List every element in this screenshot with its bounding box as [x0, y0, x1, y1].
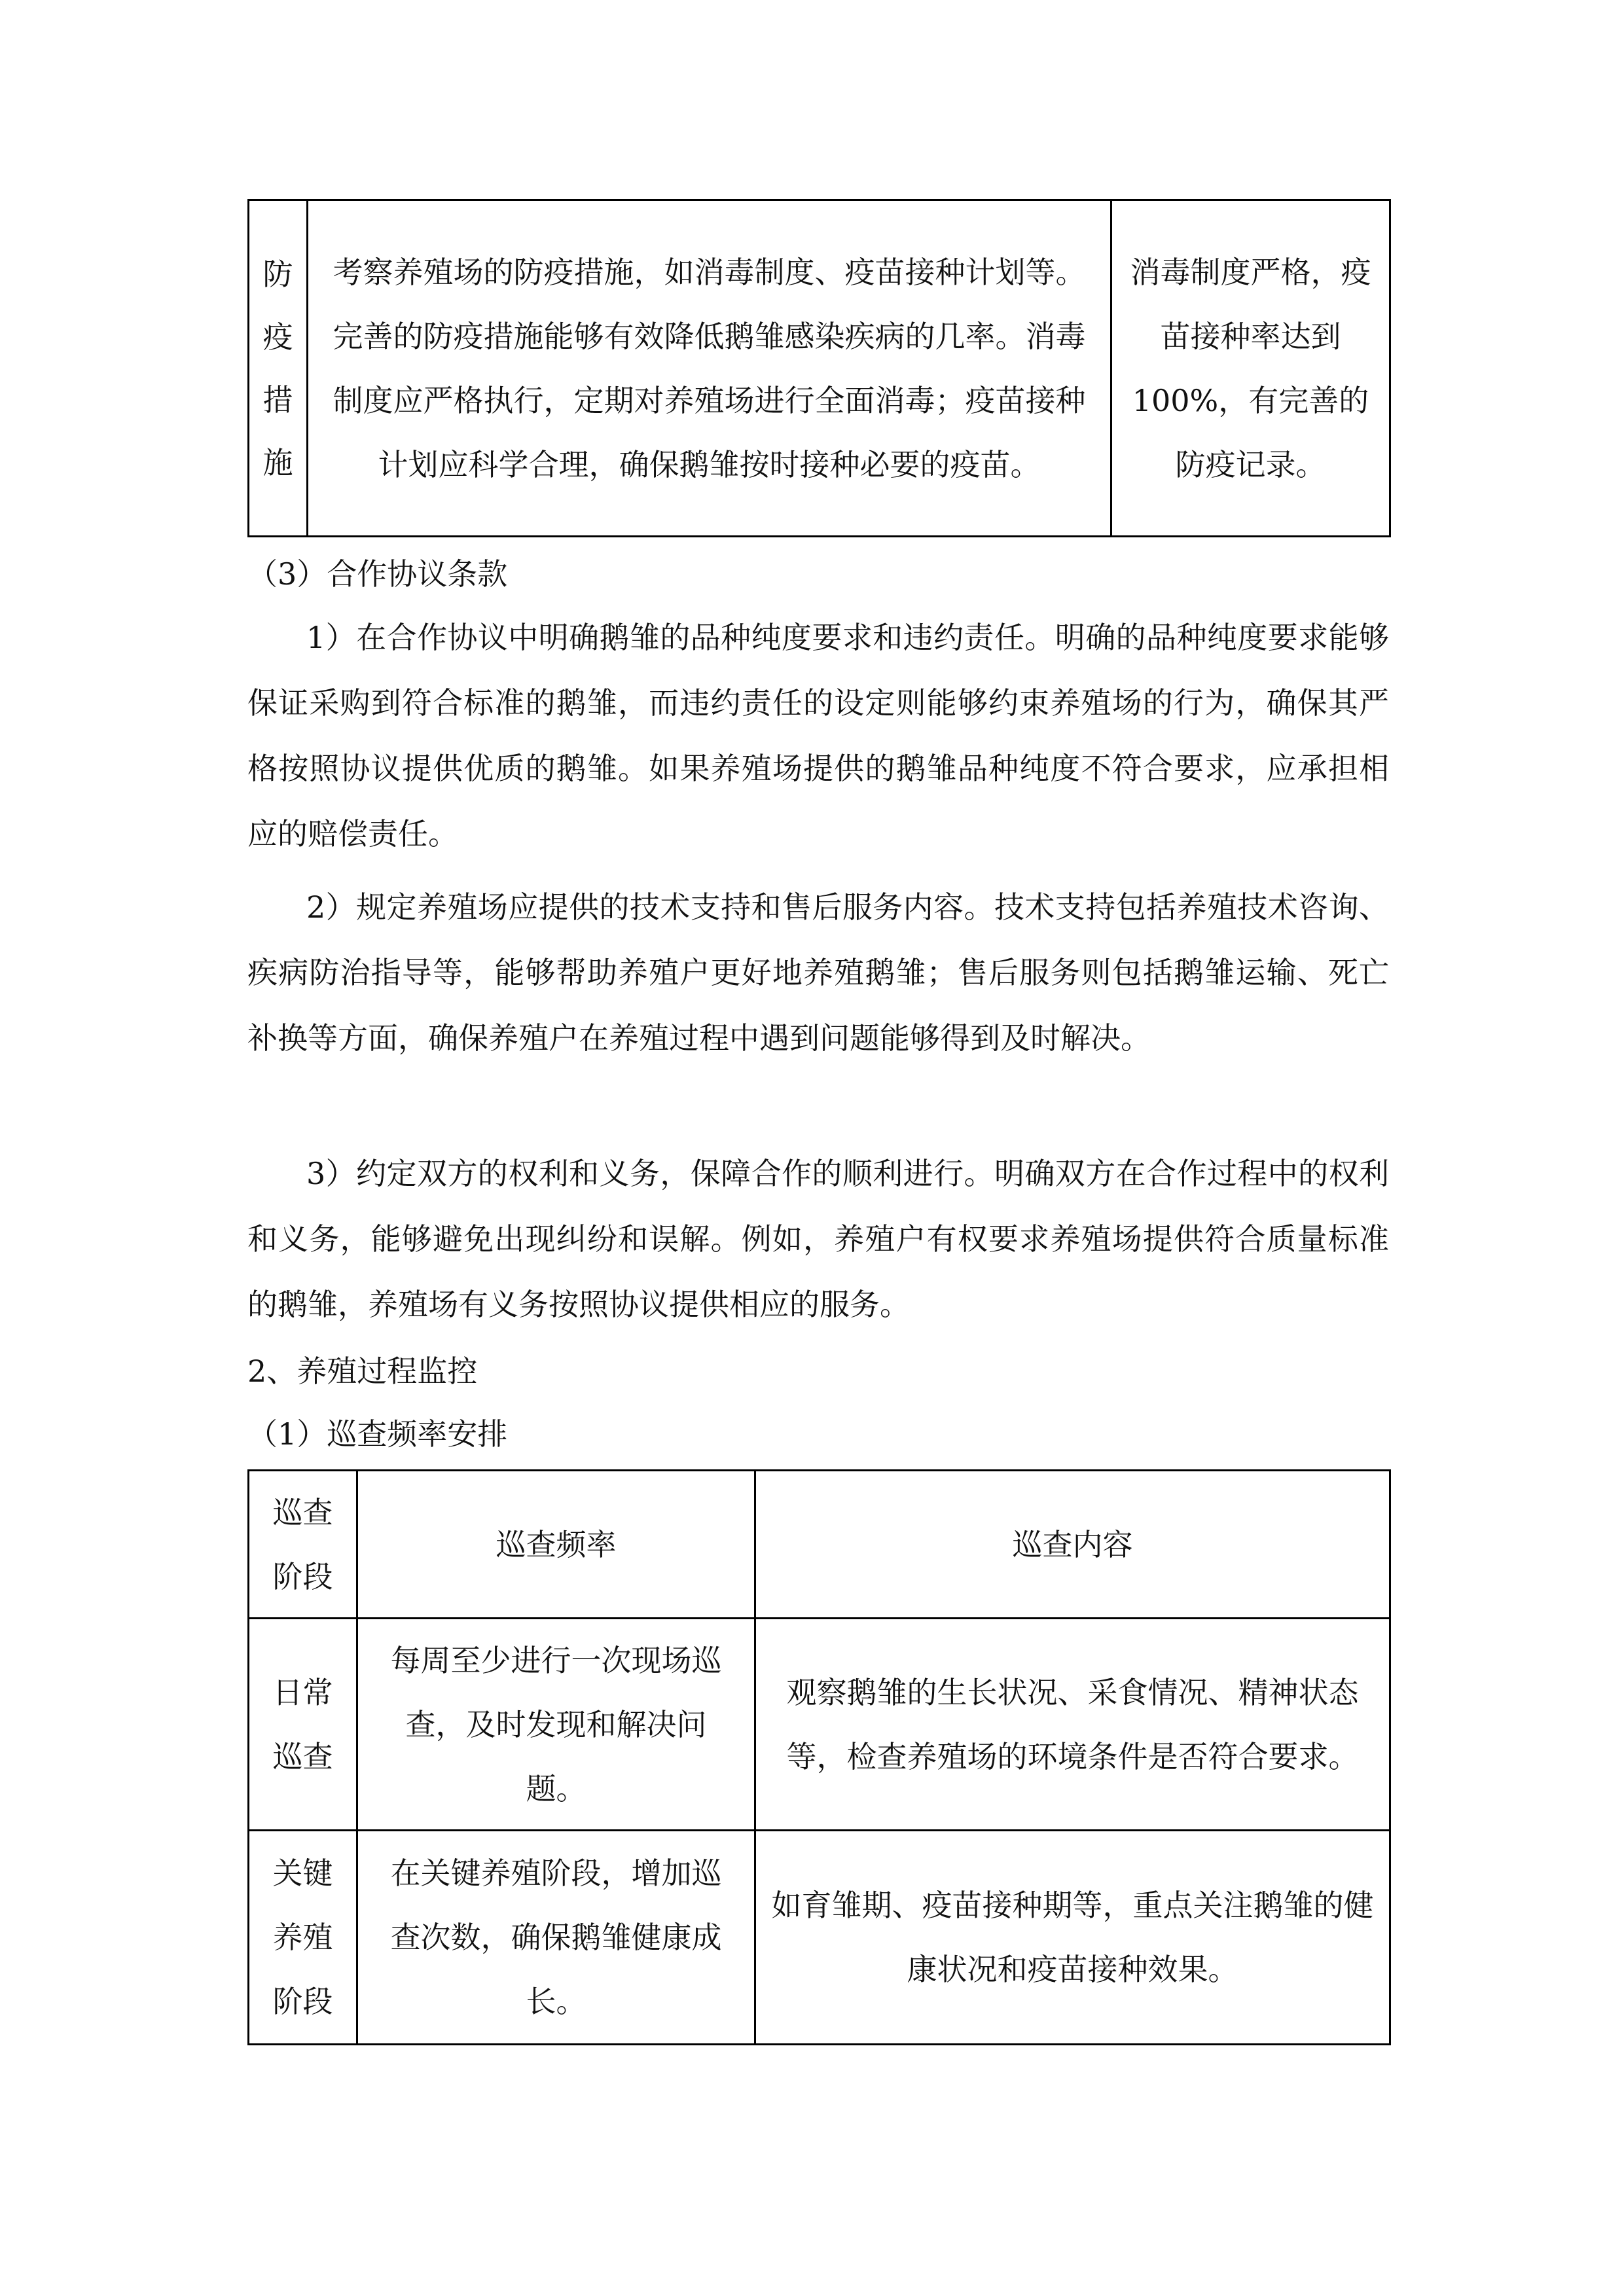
clause-paragraph-2: 2）规定养殖场应提供的技术支持和售后服务内容。技术支持包括养殖技术咨询、疾病防治指导等，能够帮助养殖户更好地养殖鹅雏；售后服务则包括鹅雏运输、死亡补换等方面，确保养殖户在养殖过程中遇到问题能够得到及时解决。 [247, 889, 1389, 1056]
row-label-char: 措 [262, 382, 293, 418]
table-header-row [249, 1471, 1390, 1619]
row-label-cell [249, 200, 308, 537]
section3-heading: （3）合作协议条款 [247, 556, 508, 592]
stage-cell: 日常巡查 [249, 1619, 357, 1831]
table-row [249, 1619, 1390, 1831]
description-cell: 考察养殖场的防疫措施，如消毒制度、疫苗接种计划等。完善的防疫措施能够有效降低鹅雏感染疾病的几率。消毒制度应严格执行，定期对养殖场进行全面消毒；疫苗接种计划应科学合理，确保鹅雏按时接种必要的疫苗。 [308, 200, 1111, 537]
stage-cell: 关键养殖阶段 [249, 1831, 357, 2045]
header-frequency: 巡查频率 [357, 1471, 755, 1619]
standard-cell: 消毒制度严格，疫苗接种率达到100%，有完善的防疫记录。 [1111, 200, 1390, 537]
table-row [249, 1831, 1390, 2045]
inspection-frequency-table [247, 1469, 1391, 2045]
frequency-cell: 每周至少进行一次现场巡查，及时发现和解决问题。 [357, 1619, 755, 1831]
section2-heading: 2、养殖过程监控 [247, 1354, 478, 1389]
content-cell: 观察鹅雏的生长状况、采食情况、精神状态等，检查养殖场的环境条件是否符合要求。 [755, 1619, 1390, 1831]
clause-paragraph-1: 1）在合作协议中明确鹅雏的品种纯度要求和违约责任。明确的品种纯度要求能够保证采购到符合标准的鹅雏，而违约责任的设定则能够约束养殖场的行为，确保其严格按照协议提供优质的鹅雏。如果养殖场提供的鹅雏品种纯度不符合要求，应承担相应的赔偿责任。 [247, 620, 1389, 852]
frequency-cell: 在关键养殖阶段，增加巡查次数，确保鹅雏健康成长。 [357, 1831, 755, 2045]
subsection1-heading: （1）巡查频率安排 [247, 1416, 508, 1452]
row-label-char: 防 [262, 256, 293, 292]
table-row [249, 200, 1390, 537]
clause-paragraph-3: 3）约定双方的权利和义务，保障合作的顺利进行。明确双方在合作过程中的权利和义务，能够避免出现纠纷和误解。例如，养殖户有权要求养殖场提供符合质量标准的鹅雏，养殖场有义务按照协议提供相应的服务。 [247, 1156, 1389, 1322]
row-label-char: 疫 [262, 319, 293, 355]
row-label-char: 施 [262, 444, 293, 480]
content-cell: 如育雏期、疫苗接种期等，重点关注鹅雏的健康状况和疫苗接种效果。 [755, 1831, 1390, 2045]
header-content: 巡查内容 [755, 1471, 1390, 1619]
epidemic-prevention-table [247, 199, 1391, 537]
header-stage: 巡查阶段 [249, 1471, 357, 1619]
